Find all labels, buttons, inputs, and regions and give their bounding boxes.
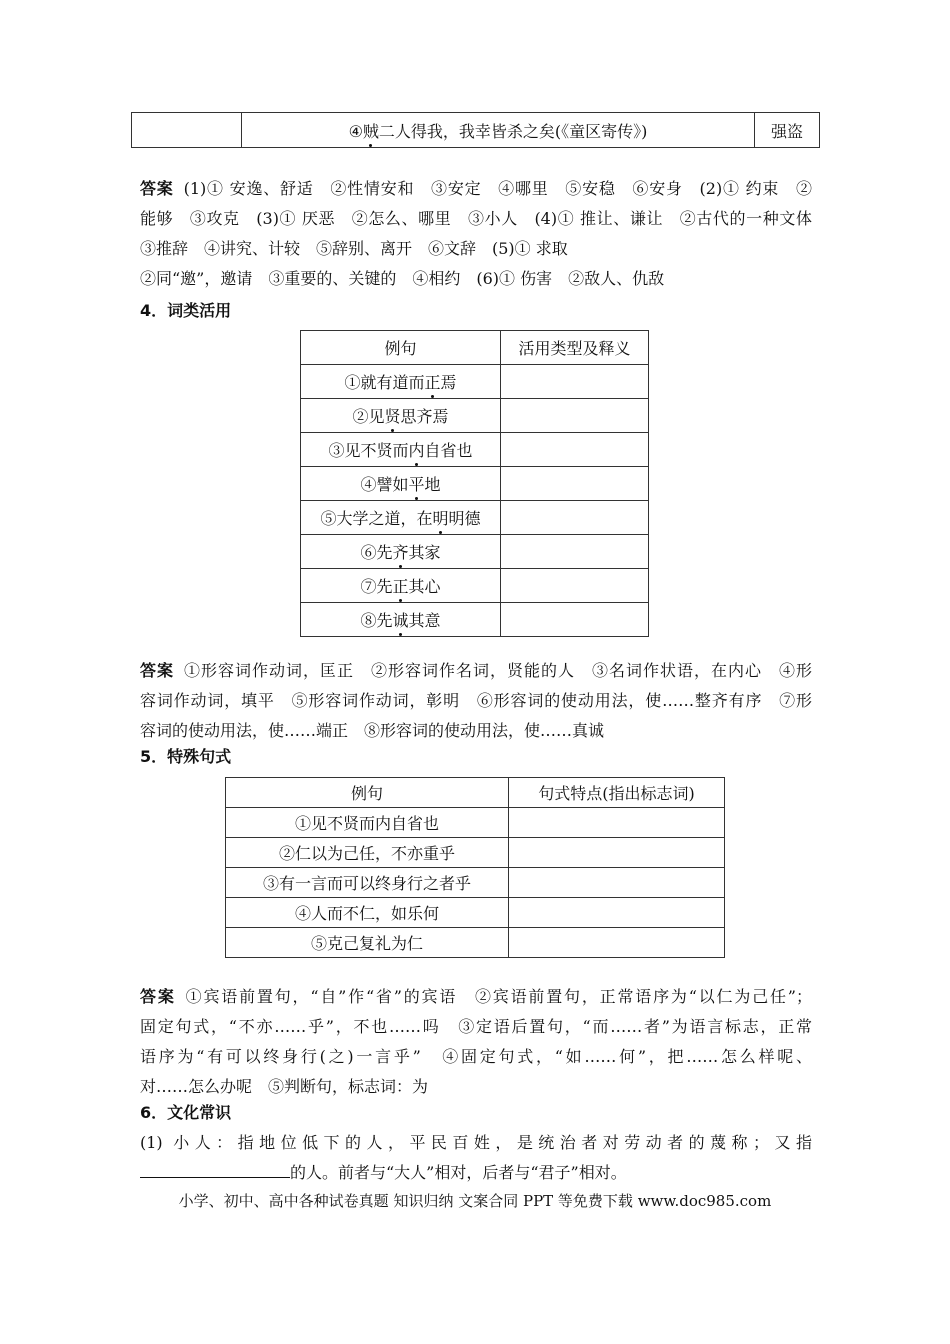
blank-cell <box>501 467 649 501</box>
emphasis-char: 贤 <box>384 404 400 427</box>
sentence-text: 二人得我，我幸皆杀之矣(《童区寄传》) <box>378 121 648 141</box>
example-cell: ⑥先齐其家 <box>301 535 501 569</box>
table-row <box>132 113 820 148</box>
answer-label: 答案 <box>140 179 174 198</box>
example-sentence-cell <box>242 113 755 148</box>
blank-cell <box>501 365 649 399</box>
table-cell <box>132 113 242 148</box>
note-text: (1) 小人：指地位低下的人，平民百姓，是统治者对劳动者的蔑称；又指 <box>140 1133 812 1152</box>
example-cell: ⑤大学之道，在明明德 <box>301 501 501 535</box>
example-cell: ②见贤思齐焉 <box>301 399 501 433</box>
blank-cell <box>501 399 649 433</box>
blank-cell <box>501 433 649 467</box>
table-row <box>301 535 649 569</box>
culture-note <box>140 1128 812 1188</box>
emphasis-char: 齐 <box>392 540 408 563</box>
answer-label: 答案 <box>140 987 176 1006</box>
answer-block-4 <box>140 656 812 746</box>
emphasis-char: 平 <box>408 472 424 495</box>
emphasis-char: 明 <box>432 506 448 529</box>
answer-text: 固定句式，“不亦……乎”，不也……吗 ③定语后置句，“而……者”为语言标志，正常 <box>140 1017 812 1036</box>
table-header-row <box>226 778 725 808</box>
table-header-row <box>301 331 649 365</box>
example-cell: ③见不贤而内自省也 <box>301 433 501 467</box>
blank-cell <box>509 898 725 928</box>
blank-cell <box>509 868 725 898</box>
emphasis-char: 内 <box>408 438 424 461</box>
example-cell: ②仁以为己任，不亦重乎 <box>226 838 509 868</box>
table-row <box>301 501 649 535</box>
table-row <box>301 399 649 433</box>
blank-cell <box>501 603 649 637</box>
blank-cell <box>501 501 649 535</box>
table-row <box>301 433 649 467</box>
answer-text: ③推辞 ④讲究、计较 ⑤辞别、离开 ⑥文辞 (5)① 求取 <box>140 239 568 258</box>
answer-text: (1)① 安逸、舒适 ②性情安和 ③安定 ④哪里 ⑤安稳 ⑥安身 (2)① 约束 ② <box>183 179 812 198</box>
note-text: 的人。前者与“大人”相对，后者与“君子”相对。 <box>290 1163 627 1182</box>
example-cell: ④譬如平地 <box>301 467 501 501</box>
section-title-6: 6．文化常识 <box>140 1103 232 1122</box>
column-header: 例句 <box>226 778 509 808</box>
example-cell: ①就有道而正焉 <box>301 365 501 399</box>
blank-cell <box>509 808 725 838</box>
example-cell: ⑧先诚其意 <box>301 603 501 637</box>
sentence-text: ④ <box>348 121 363 141</box>
example-cell: ①见不贤而内自省也 <box>226 808 509 838</box>
emphasis-char: 贼 <box>363 119 379 142</box>
answer-text: ②同“邀”，邀请 ③重要的、关键的 ④相约 (6)① 伤害 ②敌人、仇敌 <box>140 269 665 288</box>
word-usage-table <box>300 330 649 637</box>
table-row <box>226 808 725 838</box>
answer-text: 语序为“有可以终身行(之)一言乎” ④固定句式，“如……何”，把……怎么样呢、 <box>140 1047 812 1066</box>
answer-text: 容词的使动用法，使……端正 ⑧形容词的使动用法，使……真诚 <box>140 721 605 740</box>
emphasis-char: 正 <box>424 370 440 393</box>
meaning-cell: 强盗 <box>755 113 820 148</box>
blank-cell <box>501 535 649 569</box>
table-row <box>226 868 725 898</box>
example-cell: ⑦先正其心 <box>301 569 501 603</box>
sentence-pattern-table <box>225 777 725 958</box>
answer-block-3 <box>140 174 812 294</box>
example-cell: ③有一言而可以终身行之者乎 <box>226 868 509 898</box>
blank-cell <box>501 569 649 603</box>
table-row <box>301 365 649 399</box>
fill-blank <box>140 1161 290 1178</box>
column-header: 句式特点(指出标志词) <box>509 778 725 808</box>
table-row <box>226 928 725 958</box>
answer-text: 对……怎么办呢 ⑤判断句，标志词：为 <box>140 1077 429 1096</box>
blank-cell <box>509 838 725 868</box>
example-cell: ④人而不仁，如乐何 <box>226 898 509 928</box>
column-header: 活用类型及释义 <box>501 331 649 365</box>
table-row <box>301 467 649 501</box>
answer-block-5 <box>140 982 812 1102</box>
page-footer: 小学、初中、高中各种试卷真题 知识归纳 文案合同 PPT 等免费下载 www.doc985.com <box>178 1192 772 1210</box>
section-title-5: 5．特殊句式 <box>140 747 232 766</box>
answer-text: ①形容词作动词，匡正 ②形容词作名词，贤能的人 ③名词作状语，在内心 ④形 <box>184 661 812 680</box>
answer-text: ①宾语前置句，“自”作“省”的宾语 ②宾语前置句，正常语序为“以仁为己任”； <box>185 987 812 1006</box>
blank-cell <box>509 928 725 958</box>
column-header: 例句 <box>301 331 501 365</box>
emphasis-char: 诚 <box>392 608 408 631</box>
vocab-table-tail <box>131 112 820 148</box>
answer-label: 答案 <box>140 661 174 680</box>
emphasis-char: 正 <box>392 574 408 597</box>
table-row <box>226 898 725 928</box>
answer-text: 容词作动词，填平 ⑤形容词作动词，彰明 ⑥形容词的使动用法，使……整齐有序 ⑦形 <box>140 691 812 710</box>
example-cell: ⑤克己复礼为仁 <box>226 928 509 958</box>
table-row <box>301 603 649 637</box>
table-row <box>226 838 725 868</box>
table-row <box>301 569 649 603</box>
answer-text: 能够 ③攻克 (3)① 厌恶 ②怎么、哪里 ③小人 (4)① 推让、谦让 ②古代的一种文体 <box>140 209 812 228</box>
section-title-4: 4．词类活用 <box>140 301 232 320</box>
